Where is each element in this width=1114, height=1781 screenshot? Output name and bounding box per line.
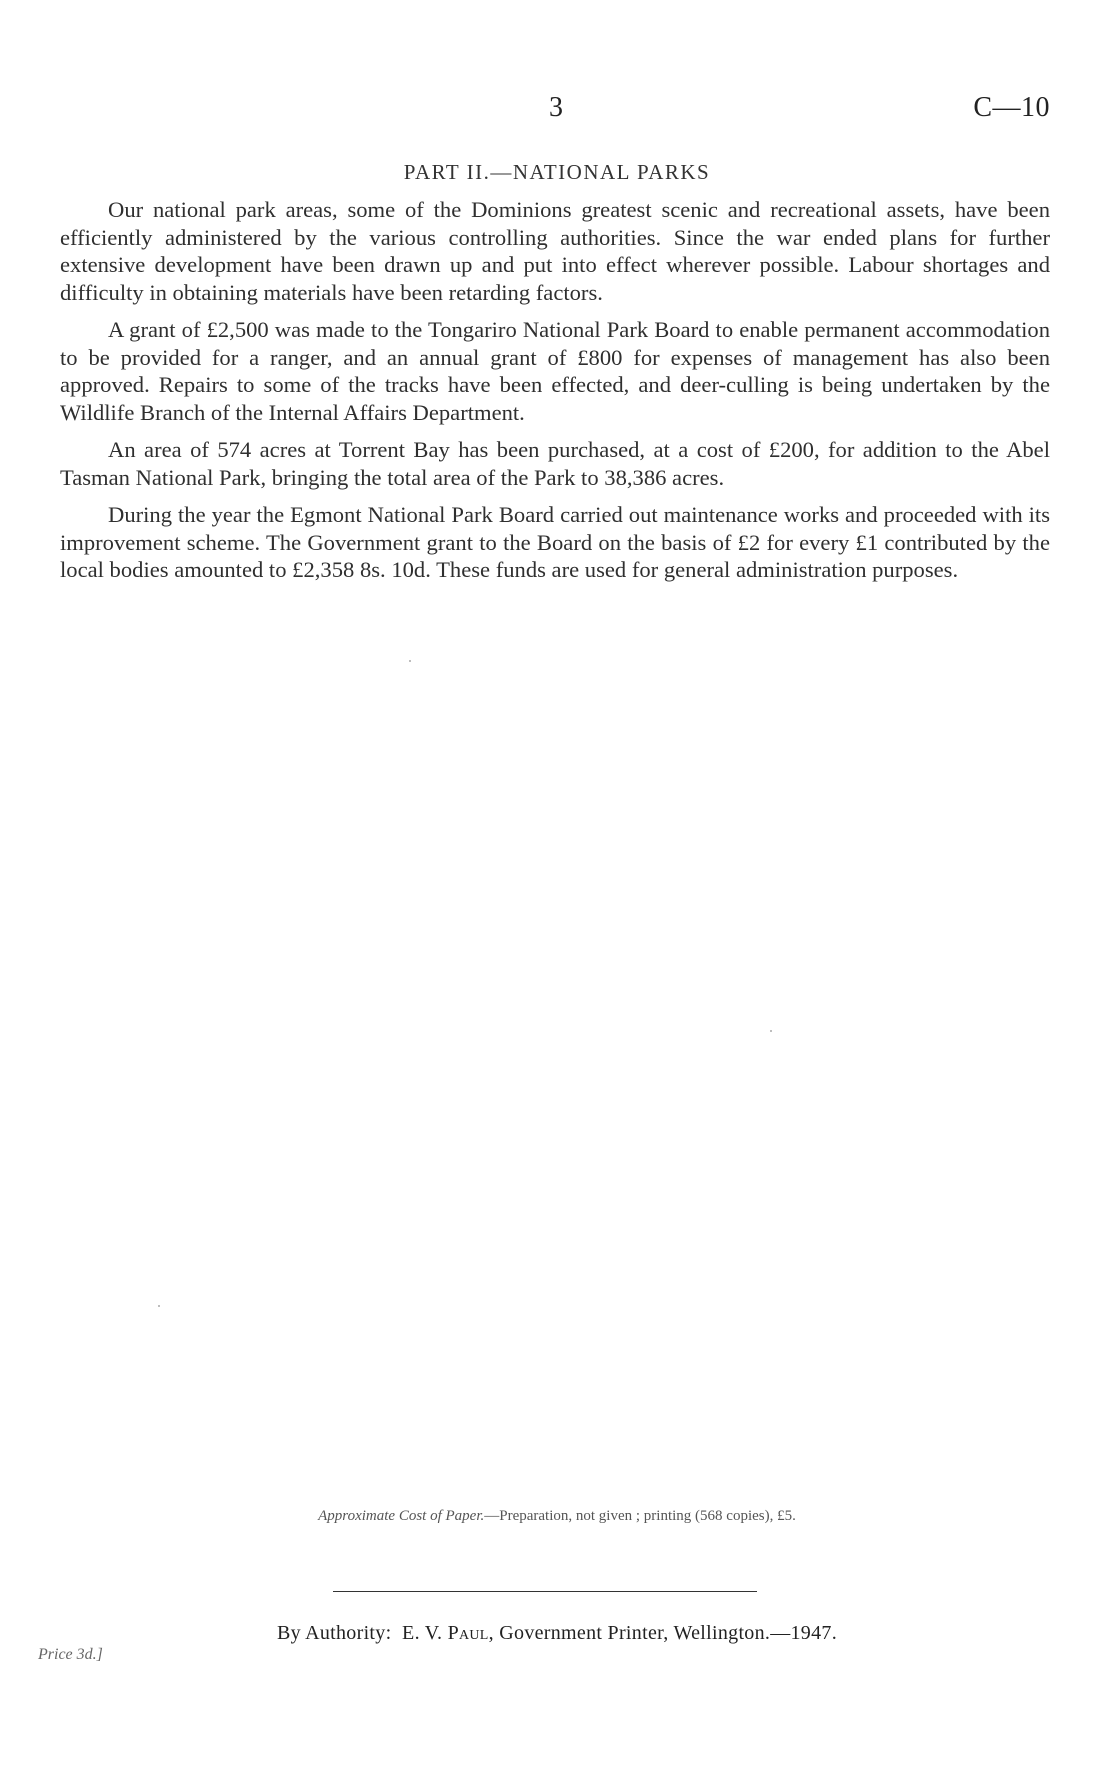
cost-detail: —Preparation, not given ; printing (568 copies), £5. (484, 1508, 796, 1524)
paper-speck (770, 1030, 772, 1032)
paragraph-tongariro: A grant of £2,500 was made to the Tongariro National Park Board to enable permanent accommodation to be provided for a ranger, and an annual grant of £800 for expenses of management has also been approved. Repairs to some of the tracks have been effected, and deer-culling is being undertaken by the Wildlife Branch of the Internal Affairs Department. (60, 317, 1050, 425)
body-text (60, 196, 1050, 594)
cost-label: Approximate Cost of Paper. (318, 1508, 485, 1524)
printer-details: Government Printer, Wellington.—1947. (499, 1622, 838, 1644)
paper-speck (158, 1305, 160, 1307)
printer-imprint (0, 1622, 1114, 1645)
page-header (60, 92, 1050, 132)
cost-of-paper-note (0, 1508, 1114, 1525)
page-number: 3 (549, 92, 563, 123)
authority-prefix: By Authority: (276, 1622, 392, 1644)
paragraph-egmont: During the year the Egmont National Park Board carried out maintenance works and proceeded with its improvement scheme. The Government grant to the Board on the basis of £2 for every £1 contributed by the local bodies amounted to £2,358 8s. 10d. These funds are used for general administration purposes. (60, 502, 1050, 582)
paper-speck (409, 660, 411, 662)
price-note: Price 3d.] (38, 1646, 103, 1663)
document-code: C—10 (973, 92, 1050, 123)
paragraph-abel-tasman: An area of 574 acres at Torrent Bay has been purchased, at a cost of £200, for addition to the Abel Tasman National Park, bringing the total area of the Park to 38,386 acres. (60, 437, 1050, 490)
paragraph-overview: Our national park areas, some of the Dominions greatest scenic and recreational assets, have been efficiently administered by the various controlling authorities. Since the war ended plans for further extensive development have been drawn up and put into effect wherever possible. Labour shortages and difficulty in obtaining materials have been retarding factors. (60, 197, 1050, 305)
section-heading: PART II.—NATIONAL PARKS (403, 160, 711, 184)
printer-name: E. V. Paul, (402, 1622, 494, 1644)
footer-divider (333, 1591, 757, 1592)
